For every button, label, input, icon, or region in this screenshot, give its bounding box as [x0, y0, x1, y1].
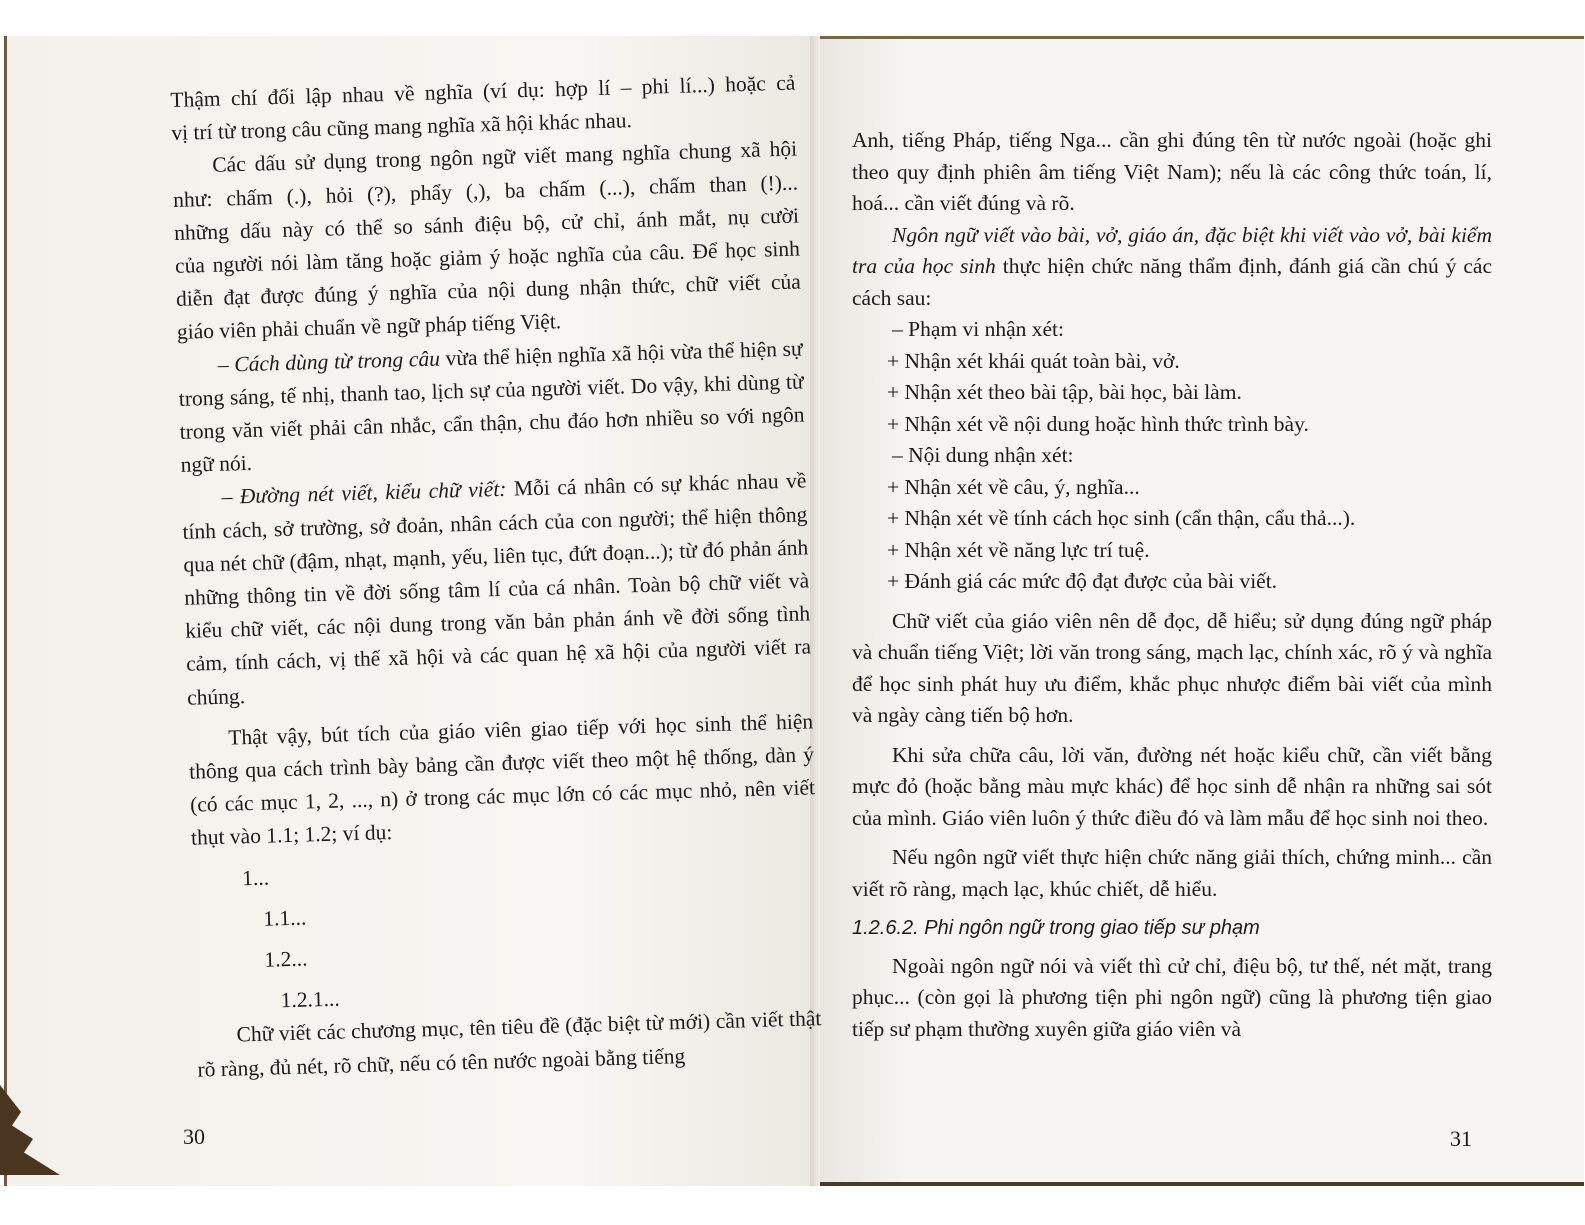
list-item: + Nhận xét về nội dung hoặc hình thức trình bày. [887, 411, 1309, 436]
text-line: diễn đạt được đúng ý nghĩa của nội dung nhận thức, chữ viết của [175, 269, 802, 312]
list-item: + Nhận xét về tính cách học sinh (cẩn thận, cẩu thả...). [887, 506, 1356, 530]
list-item: + Đánh giá các mức độ đạt được của bài viết. [887, 569, 1278, 593]
paragraph-text: vừa thể hiện nghĩa xã hội vừa thể hiện sự trong sáng, tế nhị, thanh tao, lịch sự của người viết. Do vậy, khi dùng từ trong văn viết phải cân nhắc, cẩn thận, chu đáo hơn nhiều so với ngôn ngữ nói. [178, 336, 805, 478]
text-line: Các dấu sử dụng trong ngôn ngữ viết mang nghĩa chung xã hội [211, 136, 798, 178]
text-line: vị trí từ trong câu cũng mang nghĩa xã hội khác nhau. [171, 108, 633, 146]
list-item: – Nội dung nhận xét: [892, 443, 1074, 467]
page-number-left: 30 [183, 1124, 205, 1149]
paragraph-text: Mỗi cá nhân có sự khác nhau về tính cách, sở trường, sở đoản, nhân cách của con người; thể hiện thông qua nét chữ (đậm, nhạt, mạnh, yếu, liên tục, đứt đoạn...); từ đó phản ánh những thông tin về đời sống tâm lí của cá nhân. Toàn bộ chữ viết và kiểu chữ viết, các nội dung trong văn bản phản ánh về đời sống tình cảm, tính cách, vị thế xã hội và các quan hệ xã hội của người viết ra chúng. [182, 468, 812, 710]
paragraph-chu-viet: Chữ viết các chương mục, tên tiêu đề (đặc biệt từ mới) cần viết thật rõ ràng, đủ nét, rõ chữ, nếu có tên nước ngoài bằng tiếng [197, 1006, 822, 1082]
left-page-text [170, 67, 823, 1087]
paragraph-anh: Anh, tiếng Pháp, tiếng Nga... cần ghi đúng tên từ nước ngoài (hoặc ghi theo quy định phiên âm tiếng Việt Nam); nếu là các công thức toán, lí, hoá... cần viết đúng và rõ. [852, 128, 1492, 215]
text-line: như: chấm (.), hỏi (?), phẩy (,), ba chấm (...), chấm than (!)... [172, 170, 799, 212]
paragraph-ngon-ngu [852, 220, 1492, 315]
italic-label: – Cách dùng từ trong câu [217, 346, 441, 377]
paragraph-duong-net [181, 465, 812, 715]
list-item: + Nhận xét khái quát toàn bài, vở. [887, 348, 1180, 373]
text-line: những dấu này có thể so sánh điệu bộ, cử chỉ, ánh mắt, nụ cười [173, 203, 800, 245]
section-heading: 1.2.6.2. Phi ngôn ngữ trong giao tiếp sư phạm [852, 917, 1260, 939]
page-number-right: 31 [1450, 1126, 1472, 1151]
paragraph-text: thực hiện chức năng thẩm định, đánh giá cần chú ý các cách sau: [852, 254, 1492, 310]
paragraph-khi-sua: Khi sửa chữa câu, lời văn, đường nét hoặc kiểu chữ, cần viết bằng mực đỏ (hoặc bằng màu mực khác) để học sinh dễ nhận ra những sai sót của mình. Giáo viên luôn ý thức điều đó và làm mẫu để học sinh noi theo. [852, 742, 1492, 830]
paragraph-cach-dung [177, 332, 805, 482]
paragraph-neu: Nếu ngôn ngữ viết thực hiện chức năng giải thích, chứng minh... cần viết rõ ràng, mạch lạc, khúc chiết, dễ hiểu. [852, 845, 1492, 901]
paragraph-that-vay: Thật vậy, bút tích của giáo viên giao tiếp với học sinh thể hiện thông qua cách trình bày bảng cần được viết theo một hệ thống, dàn ý (có các mục 1, 2, ..., n) ở trong các mục lớn có các mục nhỏ, nên viết thụt vào 1.1; 1.2; ví dụ: [188, 709, 816, 851]
paragraph-ngoai: Ngoài ngôn ngữ nói và viết thì cử chỉ, điệu bộ, tư thế, nét mặt, trang phục... (còn gọi là phương tiện phi ngôn ngữ) cũng là phương tiện giao tiếp sư phạm thường xuyên giữa giáo viên và [852, 953, 1492, 1041]
list-item: + Nhận xét về năng lực trí tuệ. [887, 537, 1150, 562]
example-item: 1.2... [264, 946, 308, 972]
example-item: 1.1... [263, 905, 307, 931]
example-item: 1.2.1... [280, 986, 341, 1013]
right-page-text [852, 125, 1492, 1045]
italic-phrase: Ngôn ngữ viết vào bài, vở, giáo án, đặc biệt khi viết vào vở, bài kiểm tra của học sinh [852, 222, 1492, 278]
text-line: giáo viên phải chuẩn về ngữ pháp tiếng Việt. [176, 309, 562, 345]
list-item: + Nhận xét về câu, ý, nghĩa... [887, 474, 1140, 499]
list-item: – Phạm vi nhận xét: [892, 317, 1064, 341]
list-item: + Nhận xét theo bài tập, bài học, bài làm. [887, 380, 1242, 404]
text-line: Thậm chí đối lập nhau về nghĩa (ví dụ: hợp lí – phi lí...) hoặc cả [170, 70, 796, 112]
example-item: 1... [241, 865, 270, 890]
paragraph-chu-viet-gv: Chữ viết của giáo viên nên dễ đọc, dễ hiểu; sử dụng đúng ngữ pháp và chuẩn tiếng Việt; lời văn trong sáng, mạch lạc, chính xác, rõ ý và nghĩa để học sinh phát huy ưu điểm, khắc phục nhược điểm bài viết của mình và ngày càng tiến bộ hơn. [852, 608, 1492, 727]
text-line: của người nói làm tăng hoặc giảm ý hoặc nghĩa của câu. Để học sinh [174, 236, 801, 278]
italic-label: – Đường nét viết, kiểu chữ viết: [221, 477, 507, 510]
